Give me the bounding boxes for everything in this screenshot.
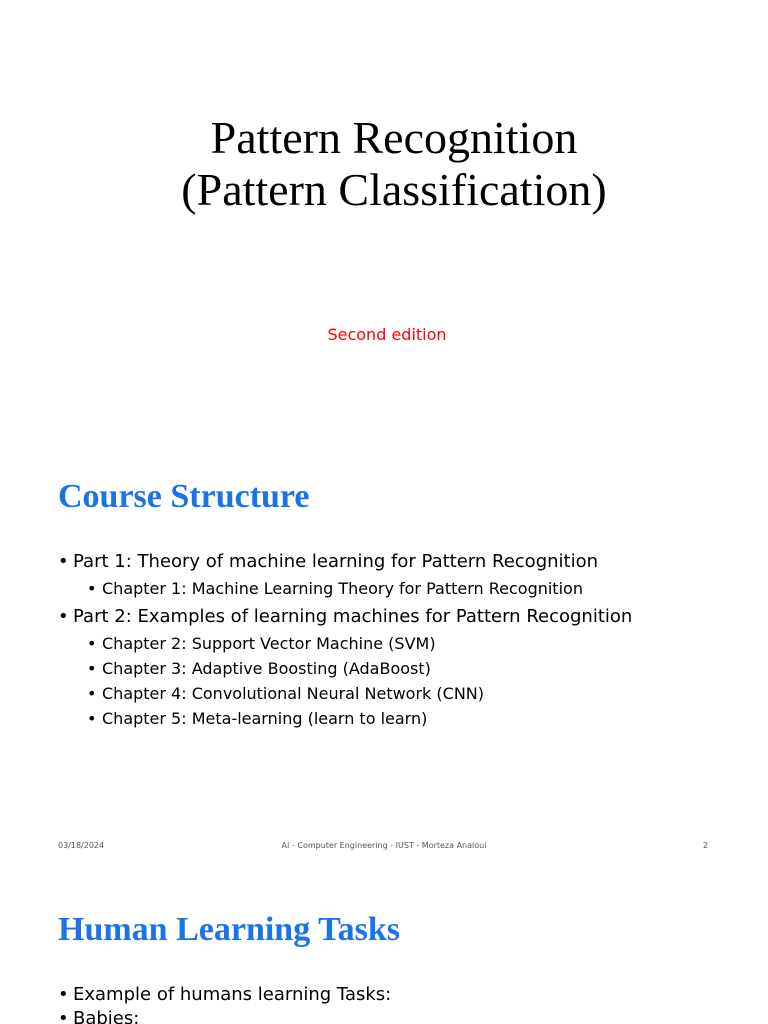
edition-subtitle: Second edition: [327, 325, 447, 344]
course-structure-heading: Course Structure: [58, 478, 310, 515]
bullet-icon: •: [87, 659, 97, 678]
human-item-1: Example of humans learning Tasks:: [73, 984, 392, 1005]
footer-date: 03/18/2024: [58, 841, 105, 850]
title-line-2: (Pattern Classification): [181, 164, 607, 215]
list-item: [58, 681, 632, 706]
list-item: [58, 983, 391, 1007]
bullet-icon: •: [58, 1008, 69, 1024]
bullet-icon: •: [58, 984, 69, 1005]
title-line-1: Pattern Recognition: [210, 112, 578, 163]
bullet-icon: •: [87, 634, 97, 653]
chapter-1-label: Chapter 1: Machine Learning Theory for Pattern Recognition: [102, 579, 583, 598]
bullet-icon: •: [87, 684, 97, 703]
chapter-5-label: Chapter 5: Meta-learning (learn to learn): [102, 709, 428, 728]
human-learning-heading: Human Learning Tasks: [58, 911, 401, 948]
list-item: [58, 656, 632, 681]
list-item: [58, 631, 632, 656]
bullet-icon: •: [87, 579, 97, 598]
footer-page-number: 2: [703, 841, 709, 850]
human-learning-list: [58, 983, 391, 1024]
part-1-label: Part 1: Theory of machine learning for Pattern Recognition: [73, 551, 599, 572]
chapter-3-label: Chapter 3: Adaptive Boosting (AdaBoost): [102, 659, 431, 678]
human-item-2: Babies:: [73, 1008, 140, 1024]
chapter-4-label: Chapter 4: Convolutional Neural Network (CNN): [102, 684, 484, 703]
bullet-icon: •: [87, 709, 97, 728]
bullet-icon: •: [58, 606, 69, 627]
bullet-icon: •: [58, 551, 69, 572]
list-item: [58, 605, 632, 629]
document-title: [0, 112, 768, 216]
list-item: [58, 550, 632, 574]
list-item: [58, 1007, 391, 1024]
course-structure-list: [58, 550, 632, 731]
list-item: [58, 576, 632, 601]
chapter-2-label: Chapter 2: Support Vector Machine (SVM): [102, 634, 436, 653]
list-item: [58, 706, 632, 731]
footer-author: AI - Computer Engineering - IUST - Morteza Analoui: [281, 841, 487, 850]
part-2-label: Part 2: Examples of learning machines for Pattern Recognition: [73, 606, 633, 627]
